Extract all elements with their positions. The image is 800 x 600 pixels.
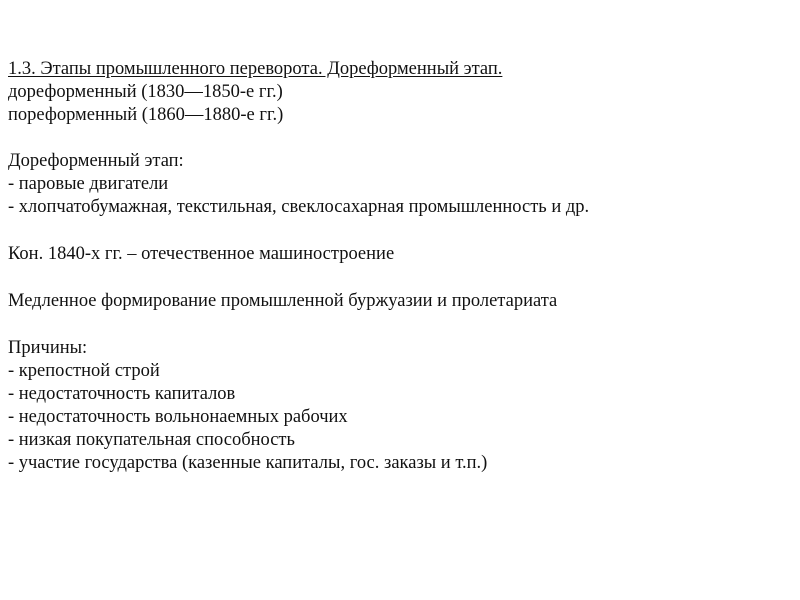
spacer xyxy=(8,127,788,150)
spacer xyxy=(8,278,788,290)
spacer xyxy=(8,266,788,278)
period-prereform: дореформенный (1830—1850-е гг.) xyxy=(8,82,283,102)
cause-item-purchasing-power: - низкая покупательная способность xyxy=(8,430,295,450)
causes-heading: Причины: xyxy=(8,338,88,358)
spacer xyxy=(8,231,788,243)
spacer xyxy=(8,219,788,231)
cause-item-serfdom: - крепостной строй xyxy=(8,361,160,381)
period-postreform: пореформенный (1860—1880-е гг.) xyxy=(8,105,284,125)
stage-heading: Дореформенный этап: xyxy=(8,151,184,171)
stage-item-industries: - хлопчатобумажная, текстильная, свеклосахарная промышленность и др. xyxy=(8,197,590,217)
stage-item-steam-engines: - паровые двигатели xyxy=(8,174,169,194)
cause-item-state-participation: - участие государства (казенные капиталы, гос. заказы и т.п.) xyxy=(8,453,488,473)
spacer xyxy=(8,325,788,337)
slide-text-body xyxy=(8,58,788,475)
slow-formation-line: Медленное формирование промышленной буржуазии и пролетариата xyxy=(8,291,558,311)
cause-item-workers: - недостаточность вольнонаемных рабочих xyxy=(8,407,348,427)
cause-item-capital: - недостаточность капиталов xyxy=(8,384,236,404)
spacer xyxy=(8,313,788,325)
machine-building-line: Кон. 1840-х гг. – отечественное машиностроение xyxy=(8,244,395,264)
slide-title: 1.3. Этапы промышленного переворота. Дореформенный этап. xyxy=(8,59,503,79)
